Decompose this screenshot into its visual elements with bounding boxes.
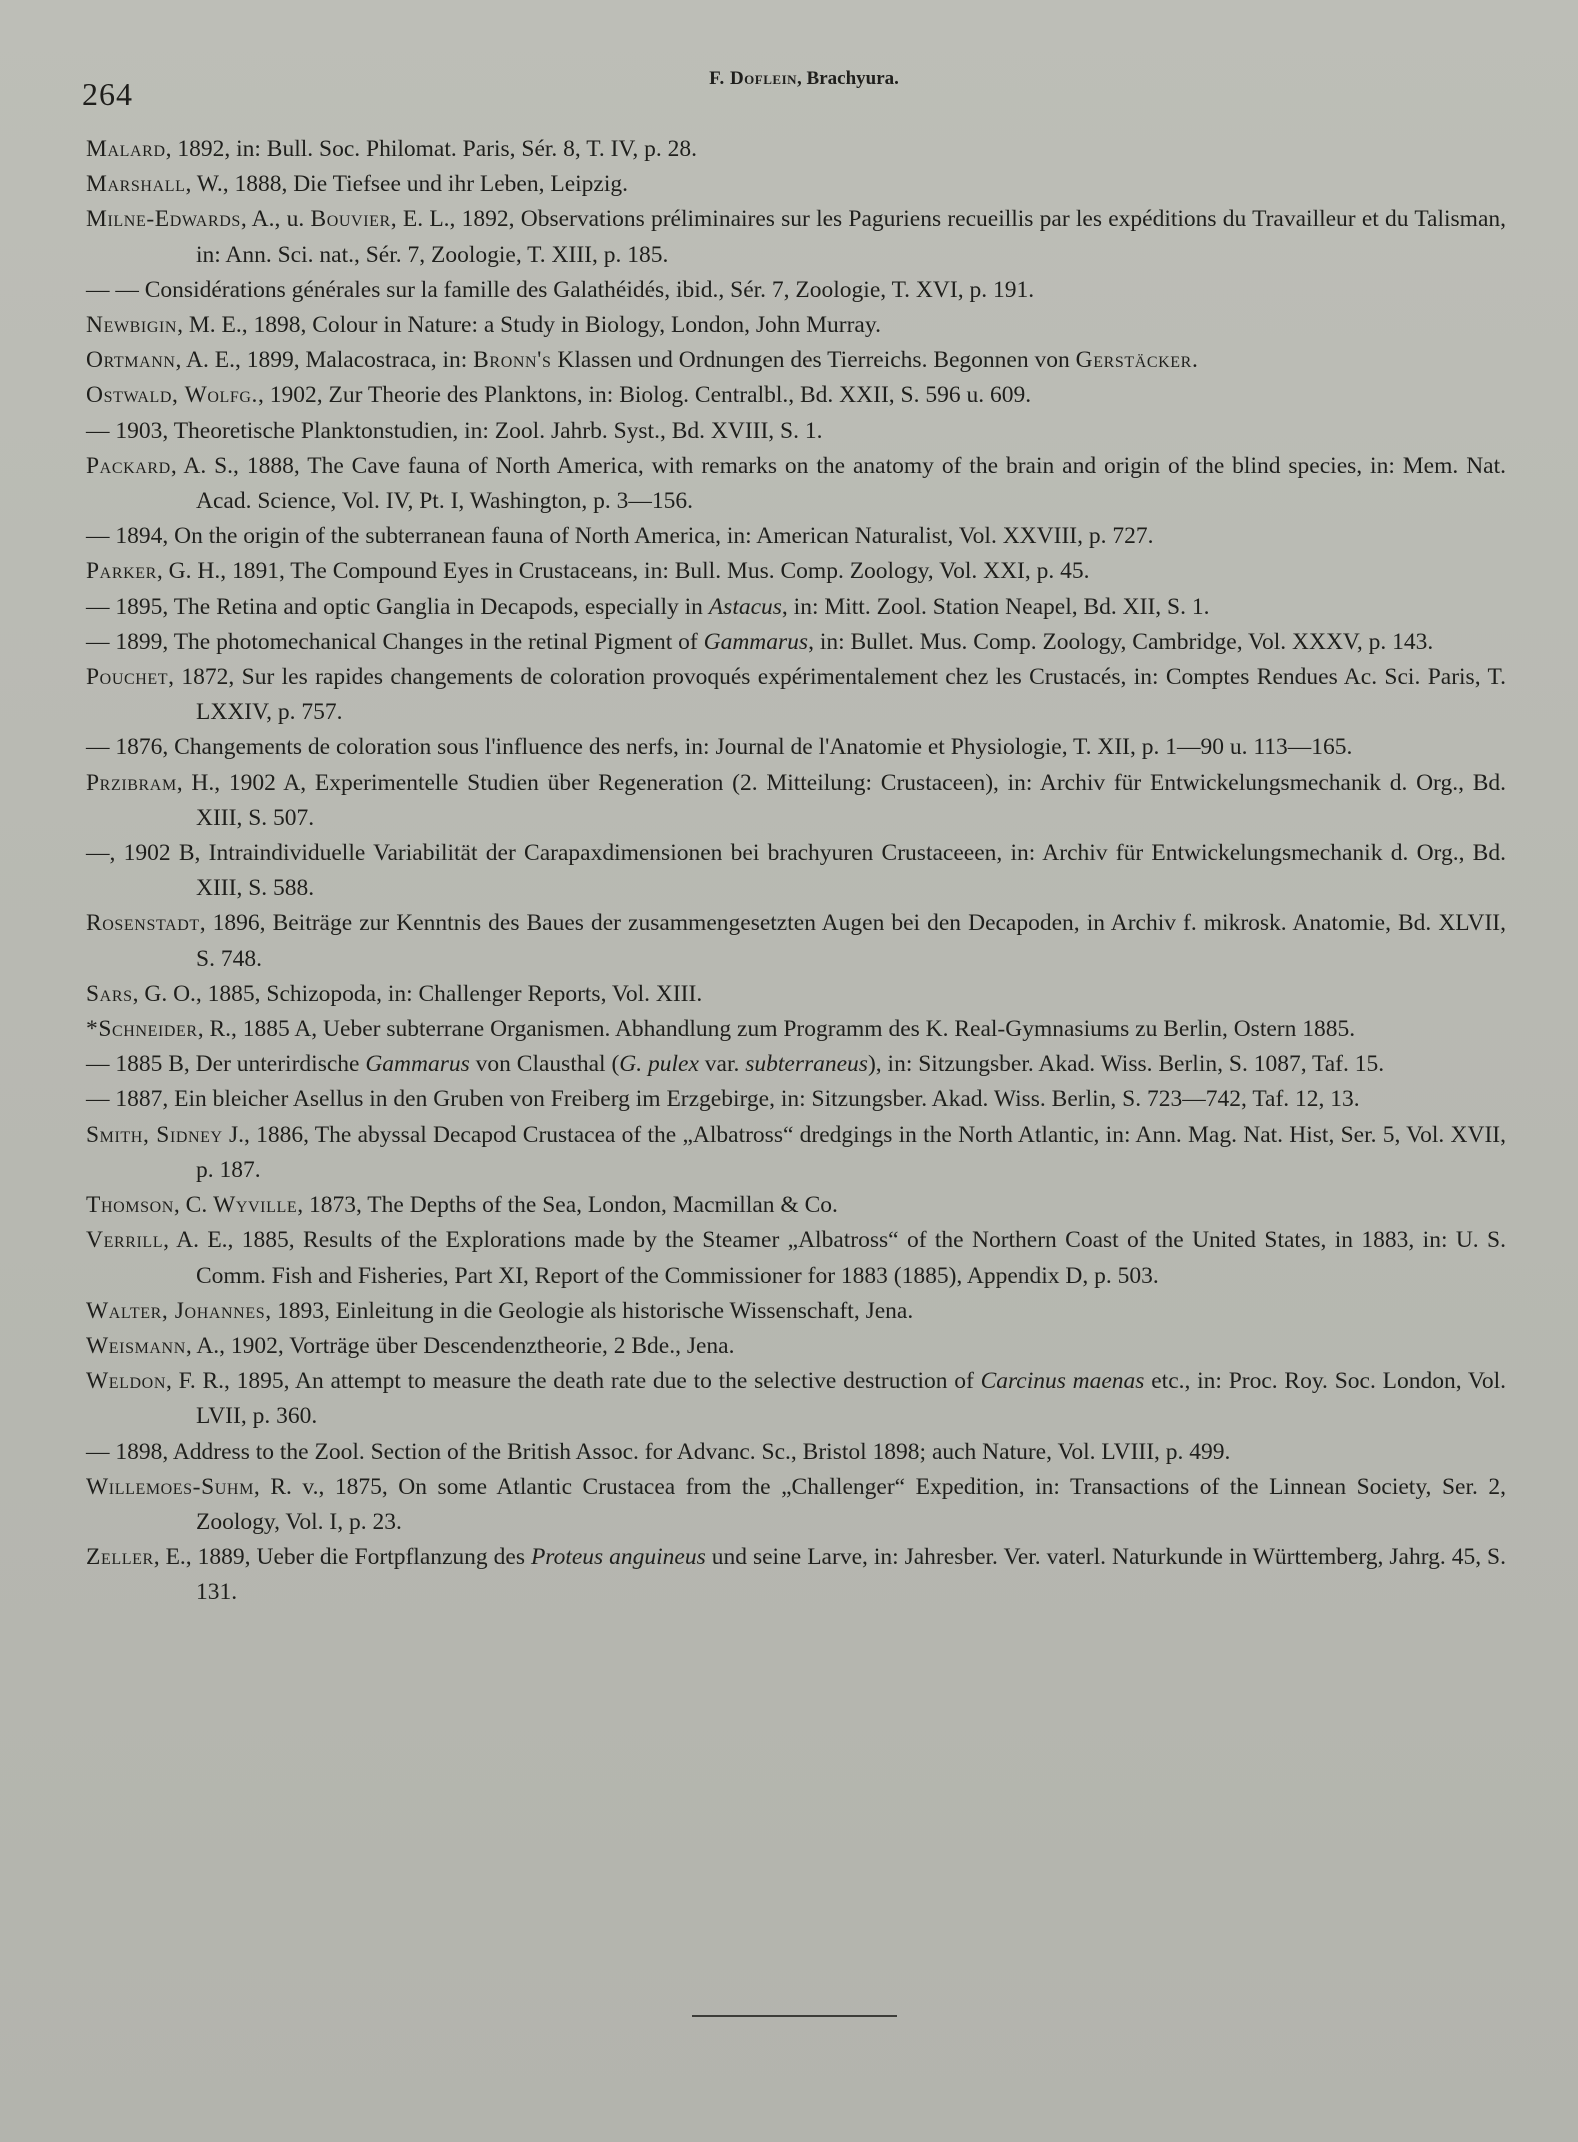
- reference-text: , A., 1902, Vorträge über Descendenztheorie, 2 Bde., Jena.: [185, 1332, 735, 1359]
- reference-entry: [86, 308, 1506, 343]
- reference-text: .: [1191, 347, 1198, 374]
- reference-author: Verrill: [86, 1227, 164, 1254]
- reference-author: Sars: [86, 980, 133, 1007]
- reference-author: Gerstäcker: [1075, 347, 1192, 374]
- reference-author: Parker: [86, 558, 157, 585]
- reference-text: , 1896, Beiträge zur Kenntnis des Baues der zusammengesetzten Augen bei den Decapoden, in Archiv f. mikrosk. Anatomie, Bd. XLVII, S. 748.: [196, 910, 1506, 972]
- reference-entry: [86, 977, 1506, 1012]
- reference-text: var.: [698, 1051, 746, 1078]
- reference-text: — 1898, Address to the Zool. Section of the British Assoc. for Advanc. Sc., Bristol 1898; auch Nature, Vol. LVIII, p. 499.: [86, 1438, 1231, 1465]
- reference-entry: [86, 1012, 1506, 1047]
- running-head-author: F. Doflein: [709, 68, 798, 89]
- reference-text: , A. S., 1888, The Cave fauna of North America, with remarks on the anatomy of the brain and origin of the blind species, in: Mem. Nat. Acad. Science, Vol. IV, Pt. I, Washington, p. 3—156.: [170, 452, 1506, 515]
- reference-text: , in: Bullet. Mus. Comp. Zoology, Cambridge, Vol. XXXV, p. 143.: [808, 628, 1434, 655]
- reference-entry: [86, 1470, 1506, 1540]
- reference-text: —, 1902 B, Intraindividuelle Variabilität der Carapaxdimensionen bei brachyuren Crustaceeen, in: Archiv für Entwickelungsmechanik d. Org., Bd. XIII, S. 588.: [86, 840, 1506, 902]
- reference-text: , R., 1885 A, Ueber subterrane Organismen. Abhandlung zum Programm des K. Real-Gymnasiums zu Berlin, Ostern 1885.: [197, 1016, 1356, 1043]
- reference-text: — — Considérations générales sur la famille des Galathéidés, ibid., Sér. 7, Zoologie, T. XVI, p. 191.: [86, 276, 1035, 303]
- reference-author: Bronn's: [473, 347, 552, 374]
- reference-entry: [86, 519, 1506, 554]
- reference-text: , G. H., 1891, The Compound Eyes in Crustaceans, in: Bull. Mus. Comp. Zoology, Vol. XXI, p. 45.: [156, 558, 1090, 585]
- reference-text: , A. E., 1885, Results of the Explorations made by the Steamer „Albatross“ of the Northern Coast of the United States, in 1883, in: U. S. Comm. Fish and Fisheries, Part XI, Report of the Commissioner for 1883 (1885), Appendix D, p. 503.: [163, 1227, 1506, 1289]
- reference-entry: [86, 1082, 1506, 1117]
- reference-entry: [86, 554, 1506, 589]
- reference-text: , A. E., 1899, Malacostraca, in:: [175, 347, 474, 374]
- reference-list: [86, 132, 1506, 1611]
- reference-text: , R. v., 1875, On some Atlantic Crustacea from the „Challenger“ Expedition, in: Transactions of the Linnean Society, Ser. 2, Zoology, Vol. I, p. 23.: [196, 1473, 1506, 1535]
- reference-text: , 1893, Einleitung in die Geologie als historische Wissenschaft, Jena.: [265, 1297, 914, 1324]
- reference-text: Klassen und Ordnungen des Tierreichs. Begonnen von: [551, 347, 1076, 374]
- reference-text: ), in: Sitzungsber. Akad. Wiss. Berlin, S. 1087, Taf. 15.: [867, 1051, 1385, 1078]
- reference-text: , E. L., 1892, Observations préliminaires sur les Paguriens recueillis par les expéditions du Travailleur et du Talisman, in: Ann. Sci. nat., Sér. 7, Zoologie, T. XIII, p. 185.: [196, 206, 1506, 268]
- reference-entry: [86, 836, 1506, 906]
- reference-text: , 1892, in: Bull. Soc. Philomat. Paris, Sér. 8, T. IV, p. 28.: [165, 136, 697, 162]
- reference-text: — 1885 B, Der unterirdische: [86, 1051, 366, 1078]
- reference-author: Malard: [86, 136, 166, 162]
- reference-italic-term: subterraneus: [745, 1051, 868, 1078]
- reference-text: , 1872, Sur les rapides changements de coloration provoqués expérimentalement chez les Crustacés, in: Comptes Rendues Ac. Sci. Paris, T. LXXIV, p. 757.: [168, 664, 1506, 726]
- reference-author: Wyville: [213, 1192, 298, 1219]
- reference-text: , C.: [173, 1192, 214, 1219]
- reference-entry: [86, 132, 1506, 167]
- reference-italic-term: Gammarus: [365, 1051, 470, 1078]
- reference-entry: [86, 625, 1506, 660]
- reference-text: , 1873, The Depths of the Sea, London, Macmillan & Co.: [297, 1192, 838, 1219]
- reference-entry: [86, 1047, 1506, 1082]
- reference-italic-term: Astacus: [708, 593, 782, 620]
- reference-author: Thomson: [86, 1192, 174, 1219]
- reference-author: Milne-Edwards: [86, 206, 241, 233]
- reference-entry: [86, 590, 1506, 625]
- running-head: [0, 68, 1578, 90]
- reference-author: *Schneider: [86, 1016, 198, 1043]
- reference-text: etc., in: Proc. Roy. Soc. London, Vol. LVII, p. 360.: [196, 1368, 1506, 1430]
- reference-entry: [86, 1329, 1506, 1364]
- reference-italic-term: Gammarus: [703, 628, 809, 655]
- reference-author: Pouchet: [86, 664, 169, 691]
- reference-author: Walter, Johannes: [86, 1297, 266, 1324]
- reference-entry: [86, 1118, 1506, 1188]
- reference-author: Smith, Sidney: [86, 1121, 223, 1148]
- reference-author: Rosenstadt: [86, 910, 200, 937]
- reference-text: , A., u.: [240, 206, 311, 233]
- reference-author: Przibram: [86, 769, 177, 796]
- reference-text: — 1887, Ein bleicher Asellus in den Gruben von Freiberg im Erzgebirge, in: Sitzungsber. Akad. Wiss. Berlin, S. 723—742, Taf. 12, 13.: [86, 1086, 1360, 1113]
- reference-entry: [86, 1188, 1506, 1223]
- reference-author: Newbigin: [86, 312, 178, 339]
- reference-text: , W., 1888, Die Tiefsee und ihr Leben, Leipzig.: [185, 171, 629, 198]
- reference-text: — 1894, On the origin of the subterranean fauna of North America, in: American Naturalist, Vol. XXVIII, p. 727.: [86, 523, 1154, 550]
- reference-text: — 1895, The Retina and optic Ganglia in Decapods, especially in: [86, 593, 709, 620]
- reference-entry: [86, 1540, 1506, 1610]
- end-rule: [692, 2015, 897, 2017]
- reference-text: , 1902, Zur Theorie des Planktons, in: Biolog. Centralbl., Bd. XXII, S. 596 u. 609.: [258, 382, 1032, 409]
- reference-entry: [86, 378, 1506, 413]
- reference-entry: [86, 414, 1506, 449]
- reference-author: Weldon: [86, 1368, 166, 1395]
- reference-text: und seine Larve, in: Jahresber. Ver. vaterl. Naturkunde in Württemberg, Jahrg. 45, S. 131.: [196, 1544, 1506, 1606]
- reference-author: Willemoes-Suhm: [86, 1473, 254, 1500]
- reference-text: von Clausthal (: [469, 1051, 620, 1078]
- reference-entry: [86, 1294, 1506, 1329]
- reference-text: — 1876, Changements de coloration sous l'influence des nerfs, in: Journal de l'Anatomie et Physiologie, T. XII, p. 1—90 u. 113—165.: [86, 734, 1353, 761]
- reference-entry: [86, 730, 1506, 765]
- reference-author: Bouvier: [310, 206, 391, 233]
- reference-text: , M. E., 1898, Colour in Nature: a Study in Biology, London, John Murray.: [177, 312, 881, 339]
- reference-author: Packard: [86, 452, 171, 479]
- reference-author: Marshall: [86, 171, 186, 198]
- running-head-title: , Brachyura.: [797, 68, 899, 89]
- page-number: 264: [82, 76, 133, 112]
- reference-entry: [86, 167, 1506, 202]
- reference-italic-term: G. pulex: [619, 1051, 699, 1078]
- reference-text: , H., 1902 A, Experimentelle Studien über Regeneration (2. Mitteilung: Crustaceen), in: Archiv für Entwickelungsmechanik d. Org., Bd. XIII, S. 507.: [176, 769, 1506, 831]
- reference-entry: [86, 1364, 1506, 1434]
- reference-entry: [86, 906, 1506, 976]
- reference-entry: [86, 1435, 1506, 1470]
- reference-text: , in: Mitt. Zool. Station Neapel, Bd. XII, S. 1.: [781, 593, 1210, 620]
- reference-entry: [86, 1223, 1506, 1293]
- reference-entry: [86, 343, 1506, 378]
- reference-text: — 1899, The photomechanical Changes in the retinal Pigment of: [86, 628, 704, 655]
- reference-author: Ortmann: [86, 347, 176, 374]
- reference-author: Zeller: [86, 1544, 154, 1571]
- reference-author: Weismann: [86, 1332, 186, 1359]
- reference-entry: [86, 766, 1506, 836]
- reference-author: Ostwald, Wolfg.: [86, 382, 259, 409]
- reference-entry: [86, 202, 1506, 272]
- reference-text: , E., 1889, Ueber die Fortpflanzung des: [153, 1544, 531, 1571]
- reference-entry: [86, 273, 1506, 308]
- reference-text: , G. O., 1885, Schizopoda, in: Challenger Reports, Vol. XIII.: [132, 980, 703, 1007]
- reference-entry: [86, 449, 1506, 519]
- reference-entry: [86, 660, 1506, 730]
- reference-text: J., 1886, The abyssal Decapod Crustacea of the „Albatross“ dredgings in the North Atlantic, in: Ann. Mag. Nat. Hist, Ser. 5, Vol. XVII, p. 187.: [196, 1121, 1506, 1183]
- reference-italic-term: Proteus anguineus: [530, 1544, 706, 1571]
- reference-text: — 1903, Theoretische Planktonstudien, in: Zool. Jahrb. Syst., Bd. XVIII, S. 1.: [86, 417, 823, 444]
- reference-text: , F. R., 1895, An attempt to measure the death rate due to the selective destruction of: [166, 1368, 981, 1395]
- reference-italic-term: Carcinus maenas: [980, 1368, 1145, 1395]
